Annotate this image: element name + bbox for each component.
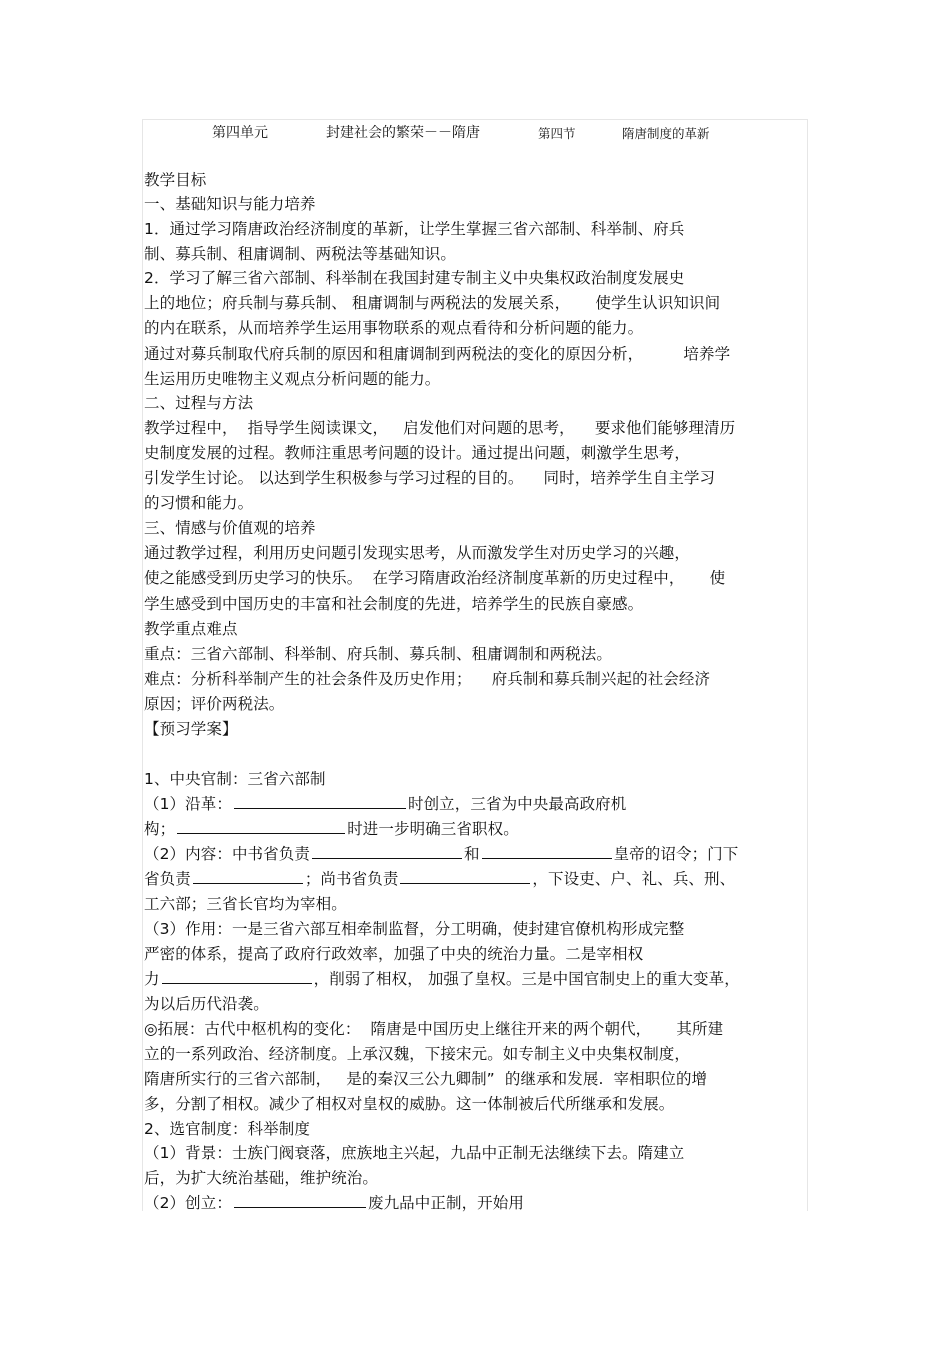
fill-line <box>144 1193 524 1213</box>
paragraph-line: 原因；评价两税法。 <box>144 695 285 713</box>
answer-blank[interactable] <box>193 869 303 884</box>
fill-text: 时创立，三省为中央最高政府机 <box>407 795 627 813</box>
answer-blank[interactable] <box>482 844 612 859</box>
answer-blank[interactable] <box>400 869 530 884</box>
paragraph-line: 使之能感受到历史学习的快乐。 在学习隋唐政治经济制度革新的历史过程中， 使 <box>144 569 726 587</box>
fill-text: （1）沿革： <box>144 795 232 813</box>
subheading-central-system: 1、中央官制：三省六部制 <box>144 770 326 788</box>
paragraph-line: 严密的体系，提高了政府行政效率，加强了中央的统治力量。二是宰相权 <box>144 945 644 963</box>
subheading-exam-system: 2、选官制度：科举制度 <box>144 1120 310 1138</box>
heading-objectives: 教学目标 <box>144 171 207 189</box>
fill-text: ，削弱了相权， 加强了皇权。三是中国官制史上的重大变革， <box>313 970 740 988</box>
subheading-basic-knowledge: 一、基础知识与能力培养 <box>144 195 316 213</box>
answer-blank[interactable] <box>177 819 345 834</box>
paragraph-line: 史制度发展的过程。教师注重思考问题的设计。通过提出问题，刺激学生思考， <box>144 444 691 462</box>
fill-text: ；尚书省负责 <box>304 870 399 888</box>
paragraph-line: 教学过程中， 指导学生阅读课文， 启发他们对问题的思考， 要求他们能够理清历 <box>144 419 736 437</box>
answer-blank[interactable] <box>234 794 406 809</box>
subheading-values: 三、情感与价值观的培养 <box>144 519 316 537</box>
paragraph-line: 为以后历代沿袭。 <box>144 995 269 1013</box>
fill-line <box>144 794 626 814</box>
paragraph-line: （3）作用：一是三省六部互相牵制监督，分工明确，使封建官僚机构形成完整 <box>144 920 685 938</box>
paragraph-line: 引发学生讨论。 以达到学生积极参与学习过程的目的。 同时，培养学生自主学习 <box>144 469 716 487</box>
unit-label: 第四单元 <box>212 125 268 141</box>
paragraph-line: 的内在联系，从而培养学生运用事物联系的观点看待和分析问题的能力。 <box>144 319 644 337</box>
heading-preview: 【预习学案】 <box>144 720 238 738</box>
paragraph-line: 通过对募兵制取代府兵制的原因和租庸调制到两税法的变化的原因分析， 培养学 <box>144 345 731 363</box>
fill-text: 力 <box>144 970 160 988</box>
unit-title: 封建社会的繁荣－－隋唐 <box>326 125 480 141</box>
paragraph-line: 1．通过学习隋唐政治经济制度的革新，让学生掌握三省六部制、科举制、府兵 <box>144 220 685 238</box>
fill-text: 和 <box>463 845 480 863</box>
paragraph-line: 立的一系列政治、经济制度。上承汉魏，下接宋元。如专制主义中央集权制度， <box>144 1045 691 1063</box>
paragraph-line: ◎拓展：古代中枢机构的变化： 隋唐是中国历史上继往开来的两个朝代， 其所建 <box>144 1020 724 1038</box>
fill-line <box>144 969 740 989</box>
paragraph-line: 工六部；三省长官均为宰相。 <box>144 895 347 913</box>
paragraph-line: （1）背景：士族门阀衰落，庶族地主兴起，九品中正制无法继续下去。隋建立 <box>144 1144 685 1162</box>
fill-text: 省负责 <box>144 870 191 888</box>
paragraph-line: 生运用历史唯物主义观点分析问题的能力。 <box>144 370 441 388</box>
subheading-process-method: 二、过程与方法 <box>144 394 254 412</box>
section-title: 隋唐制度的革新 <box>622 126 710 141</box>
section-label: 第四节 <box>538 126 576 141</box>
paragraph-line: 的习惯和能力。 <box>144 494 254 512</box>
fill-text: 皇帝的诏令；门下 <box>613 845 739 863</box>
paragraph-line: 后，为扩大统治基础，维护统治。 <box>144 1169 379 1187</box>
paragraph-line: 难点：分析科举制产生的社会条件及历史作用； 府兵制和募兵制兴起的社会经济 <box>144 670 711 688</box>
fill-text: 时进一步明确三省职权。 <box>347 820 519 838</box>
fill-text: ，下设吏、户、礼、兵、刑、 <box>532 870 736 888</box>
paragraph-line: 隋唐所实行的三省六部制， 是的秦汉三公九卿制” 的继承和发展. 宰相职位的增 <box>144 1070 708 1088</box>
fill-text: 废九品中正制，开始用 <box>367 1194 524 1212</box>
answer-blank[interactable] <box>312 844 462 859</box>
fill-line <box>144 819 519 839</box>
paragraph-line: 制、募兵制、租庸调制、两税法等基础知识。 <box>144 245 457 263</box>
fill-text: （2）内容：中书省负责 <box>144 845 310 863</box>
paragraph-line: 多，分割了相权。减少了相权对皇权的威胁。这一体制被后代所继承和发展。 <box>144 1095 675 1113</box>
heading-key-points: 教学重点难点 <box>144 620 238 638</box>
paragraph-line: 学生感受到中国历史的丰富和社会制度的先进，培养学生的民族自豪感。 <box>144 595 644 613</box>
answer-blank[interactable] <box>162 969 312 984</box>
fill-line <box>144 869 735 889</box>
paragraph-line: 上的地位；府兵制与募兵制、 租庸调制与两税法的发展关系， 使学生认识知识间 <box>144 294 721 312</box>
fill-line <box>144 844 738 864</box>
paragraph-line: 2．学习了解三省六部制、科举制在我国封建专制主义中央集权政治制度发展史 <box>144 269 685 287</box>
fill-text: （2）创立： <box>144 1194 232 1212</box>
paragraph-line: 重点：三省六部制、科举制、府兵制、募兵制、租庸调制和两税法。 <box>144 645 613 663</box>
answer-blank[interactable] <box>234 1193 366 1208</box>
paragraph-line: 通过教学过程，利用历史问题引发现实思考，从而激发学生对历史学习的兴趣， <box>144 544 691 562</box>
fill-text: 构； <box>144 820 176 838</box>
